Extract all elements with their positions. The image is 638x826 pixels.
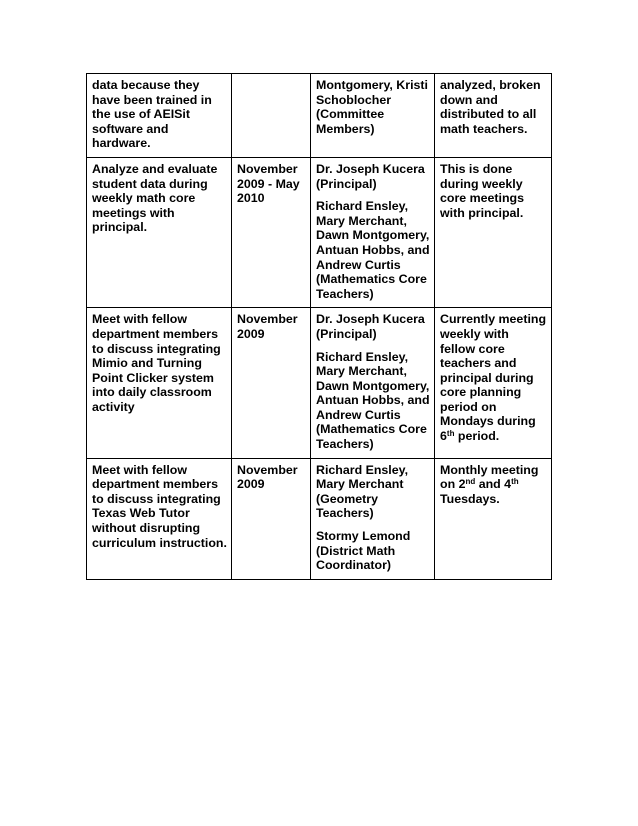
activity-text: data because they have been trained in the use of AEISit software and hardware.: [92, 78, 212, 151]
evaluation-text-part: period.: [454, 429, 500, 444]
evaluation-text-part: Currently meeting weekly with fellow core teachers and principal during core planning period on Mondays during 6: [440, 312, 547, 444]
evaluation-cell: [435, 458, 552, 579]
timeline-text: November 2009: [237, 462, 298, 492]
persons-text: Dr. Joseph Kucera (Principal): [316, 161, 425, 191]
table-row: [87, 157, 552, 307]
persons-cell: [311, 157, 435, 307]
ordinal-suffix: th: [511, 477, 519, 487]
activity-cell: [87, 458, 232, 579]
persons-text: Stormy Lemond (District Math Coordinator): [316, 529, 411, 573]
action-plan-table: [86, 73, 552, 580]
evaluation-text: analyzed, broken down and distributed to all math teachers.: [440, 78, 541, 136]
persons-text: Richard Ensley, Mary Merchant, Dawn Montgomery, Antuan Hobbs, and Andrew Curtis (Mathematics Core Teachers): [316, 199, 430, 301]
evaluation-text: [440, 463, 547, 507]
table-row: [87, 458, 552, 579]
evaluation-text: [440, 312, 547, 443]
activity-cell: [87, 74, 232, 158]
persons-cell: [311, 74, 435, 158]
activity-cell: [87, 157, 232, 307]
timeline-cell: [232, 74, 311, 158]
ordinal-suffix: nd: [465, 477, 476, 487]
activity-text: Meet with fellow department members to discuss integrating Mimio and Turning Point Clicker system into daily classroom activity: [92, 312, 221, 414]
evaluation-cell: [435, 157, 552, 307]
activity-cell: [87, 308, 232, 458]
timeline-text: November 2009 - May 2010: [237, 161, 300, 206]
timeline-cell: [232, 458, 311, 579]
evaluation-cell: [435, 74, 552, 158]
persons-text: Dr. Joseph Kucera (Principal): [316, 312, 425, 341]
persons-text: Richard Ensley, Mary Merchant (Geometry Teachers): [316, 462, 409, 521]
table-row: [87, 308, 552, 458]
evaluation-text-part: and 4: [475, 477, 512, 492]
table-row: [87, 74, 552, 158]
timeline-cell: [232, 308, 311, 458]
evaluation-cell: [435, 308, 552, 458]
persons-text: Montgomery, Kristi Schoblocher (Committee Members): [316, 78, 428, 136]
timeline-text: November 2009: [237, 312, 298, 341]
evaluation-text-part: Tuesdays.: [440, 491, 500, 506]
timeline-cell: [232, 157, 311, 307]
persons-cell: [311, 308, 435, 458]
ordinal-suffix: th: [446, 429, 455, 439]
persons-text: Richard Ensley, Mary Merchant, Dawn Montgomery, Antuan Hobbs, and Andrew Curtis (Mathematics Core Teachers): [316, 349, 430, 452]
activity-text: Analyze and evaluate student data during weekly math core meetings with principal.: [92, 161, 218, 235]
evaluation-text: This is done during weekly core meetings with principal.: [440, 161, 525, 220]
activity-text: Meet with fellow department members to discuss integrating Texas Web Tutor without disrupting curriculum instruction.: [92, 462, 227, 550]
persons-cell: [311, 458, 435, 579]
evaluation-text-part: Monthly meeting on 2: [440, 462, 539, 492]
